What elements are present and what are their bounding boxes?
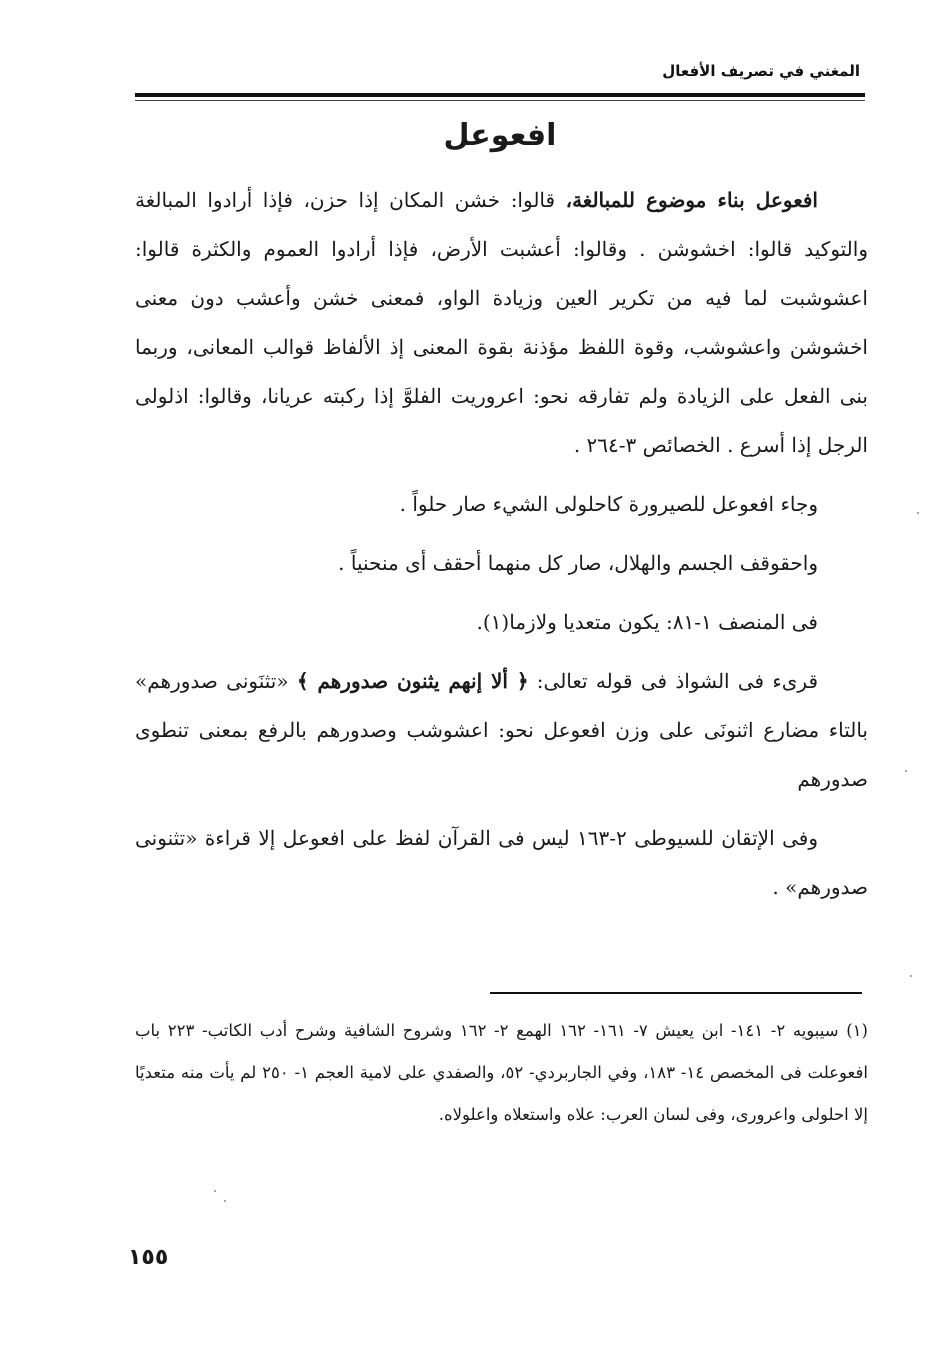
paragraph-4: فى المنصف ١-٨١: يكون متعديا ولازما(١). xyxy=(476,610,818,634)
scan-speck xyxy=(224,1200,226,1202)
footnote xyxy=(135,1010,868,1136)
scan-speck xyxy=(214,1190,216,1192)
header-rule xyxy=(135,93,865,97)
paragraph-2: وجاء افعوعل للصيرورة كاحلولى الشيء صار حلواً . xyxy=(399,492,818,516)
paragraph-1-text: قالوا: خشن المكان إذا حزن، فإذا أرادوا المبالغة والتوكيد قالوا: اخشوشن . وقالوا: أعشبت الأرض، فإذا أرادوا العموم والكثرة قالوا: اعشوشبت لما فيه من تكرير العين وزيادة الواو، فمعنى خشن وأعشب دون معنى اخشوشن واعشوشب، وقوة اللفظ مؤذنة بقوة المعنى إذ الألفاظ قوالب المعانى، وربما بنى الفعل على الزيادة ولم تفارقه نحو: اعروريت الفلوَّ إذا ركبته عريانا، وقالوا: اذلولى الرجل إذا أسرع . الخصائص ٣-٢٦٤ . xyxy=(135,188,868,457)
paragraph-3: واحقوقف الجسم والهلال، صار كل منهما أحقف أى منحنياً . xyxy=(338,551,818,575)
quran-verse: ﴿ ألا إنهم يثنون صدورهم ﴾ xyxy=(296,669,529,693)
paragraph-5 xyxy=(135,657,868,804)
scan-speck xyxy=(910,975,912,977)
paragraph-5-text: «تثنَونى صدورهم» بالتاء مضارع اثنونَى على وزن افعوعل نحو: اعشوشب وصدورهم بالرفع بمعنى تنطوى صدورهم xyxy=(135,669,868,791)
page-number: ١٥٥ xyxy=(128,1245,169,1270)
scan-speck xyxy=(905,770,907,772)
paragraph-5-intro: قرىء فى الشواذ فى قوله تعالى: xyxy=(528,669,819,693)
paragraph-1-lead: افعوعل بناء موضوع للمبالغة، xyxy=(565,188,818,212)
footnote-text: (١) سيبويه ٢- ١٤١- ابن يعيش ٧- ١٦١- ١٦٢ الهمع ٢- ١٦٢ وشروح الشافية وشرح أدب الكاتب- ٢٢٣ باب افعوعلت فى المخصص ١٤- ١٨٣، وفي الجاربردي- ٥٢، والصفدي على لامية العجم ١- ٢٥٠ لم يأت منه متعديًا إلا احلولى واعرورى، وفى لسان العرب: علاه واستعلاه واعلولاه. xyxy=(135,1021,868,1124)
page-title: افعوعل xyxy=(443,118,557,153)
footnote-rule xyxy=(490,992,862,994)
running-title: المغني في تصريف الأفعال xyxy=(662,62,860,80)
paragraph-6: وفى الإتقان للسيوطى ٢-١٦٣ ليس فى القرآن لفظ على افعوعل إلا قراءة «تثنونى صدورهم» . xyxy=(135,826,868,899)
header-rule-thin xyxy=(135,100,865,101)
scan-speck xyxy=(917,512,919,514)
paragraph-1 xyxy=(135,176,868,470)
main-text xyxy=(135,176,868,912)
